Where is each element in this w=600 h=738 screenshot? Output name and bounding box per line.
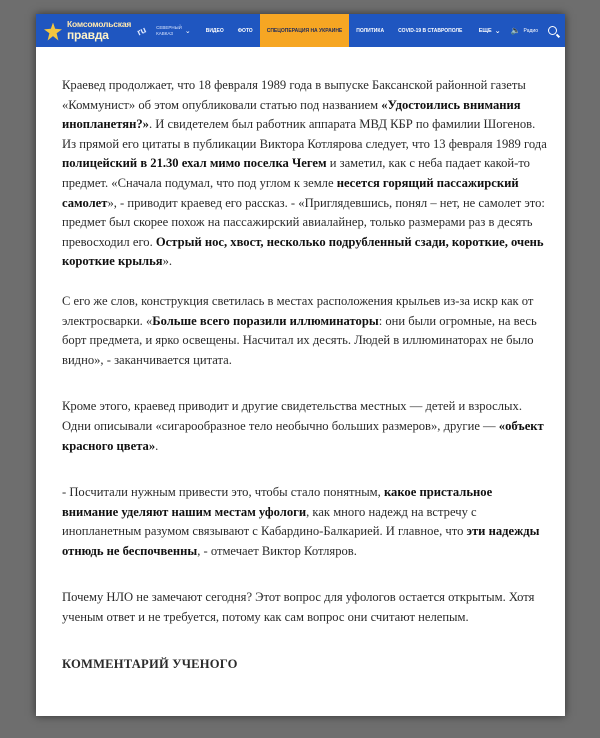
speaker-icon: 🔈 (510, 26, 521, 35)
search-icon[interactable] (548, 26, 557, 35)
region-line2: КАВКАЗ (156, 30, 174, 36)
logo-line2: правда (67, 28, 109, 42)
more-label: ЕЩЕ (478, 27, 492, 34)
paragraph-5: Почему НЛО не замечают сегодня? Этот вопрос для уфологов остается открытым. Хотя ученым ответ и не требуется, потому как сам вопрос они считают нелепым. (62, 590, 535, 625)
paragraph-2: С его же слов, конструкция светилась в местах расположения крыльев из-за искр как от электросварки. «Больше всего поразили иллюминаторы: они были огромные, на весь борт предмета, и ярко освещены. Насчитал их десять. Людей в иллюминаторах не было видно», - заканчивается цитата. (62, 293, 537, 367)
nav-item-video[interactable]: ВИДЕО (205, 27, 224, 34)
main-nav (199, 14, 470, 47)
nav-item-photo[interactable]: ФОТО (237, 27, 253, 34)
nav-item-covid[interactable]: COVID-19 В СТАВРОПОЛЕ (398, 27, 463, 34)
radio-button[interactable] (511, 26, 538, 35)
radio-label: Радио (523, 27, 538, 34)
nav-item-politics[interactable]: ПОЛИТИКА (356, 27, 385, 34)
more-menu[interactable] (479, 27, 501, 35)
paragraph-1: Краевед продолжает, что 18 февраля 1989 года в выпуске Баксанской районной газеты «Коммунист» об этом опубликовали статью под названием «Удостоились внимания инопланетян?». И свидетелем был работник аппарата МВД КБР по фамилии Шогенов. Из прямой его цитаты в публикации Виктора Котлярова следует, что 13 февраля 1989 года полицейский в 21.30 ехал мимо поселка Чегем и заметил, как с неба падает какой-то предмет. «Сначала подумал, что под углом к земле несется горящий пассажирский самолет», - приводит краевед его рассказ. - «Приглядевшись, понял – нет, не самолет это: предмет был скорее похож на пассажирский авиалайнер, только размерами раз в десять превосходил его. Острый нос, хвост, несколько подрубленный сзади, короткие, очень короткие крылья». (62, 78, 547, 269)
site-logo[interactable] (36, 14, 146, 47)
article-body (62, 76, 550, 674)
region-line1: СЕВЕРНЫЙ (156, 25, 182, 30)
paragraph-3: Кроме этого, краевед приводит и другие свидетельства местных — детей и взрослых. Одни описывали «сигарообразное тело необычно больших размеров», другие — «объект красного цвета». (62, 399, 544, 453)
ru-badge: ru (135, 24, 148, 37)
section-heading: КОММЕНТАРИЙ УЧЕНОГО (62, 656, 238, 671)
browser-page (36, 14, 565, 716)
chevron-down-icon: ⌄ (494, 27, 501, 35)
logo-line1: Комсомольская (67, 19, 132, 29)
nav-item-special-operation[interactable]: СПЕЦОПЕРАЦИЯ НА УКРАИНЕ (260, 14, 350, 47)
star-logo-icon (42, 20, 64, 42)
chevron-down-icon[interactable]: ⌄ (184, 27, 191, 35)
paragraph-4: - Посчитали нужным привести это, чтобы стало понятным, какое пристальное внимание уделяют нашим местам уфологи, как много надежд на встречу с инопланетным разумом связывают с Кабардино-Балкарией. И главное, что эти надежды отнюдь не беспочвенны, - отмечает Виктор Котляров. (62, 485, 540, 558)
site-header (36, 14, 565, 47)
region-selector[interactable] (156, 25, 182, 36)
